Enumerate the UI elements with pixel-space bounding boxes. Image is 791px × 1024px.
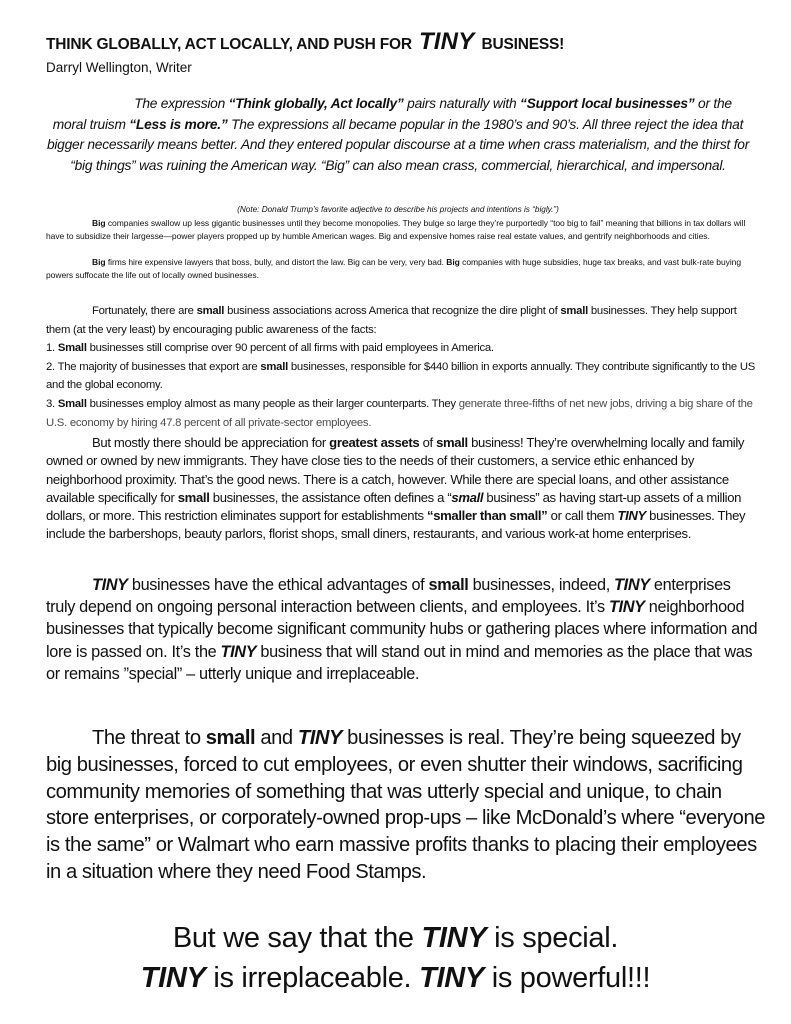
fact-number: 2. xyxy=(46,360,58,373)
bold-italic-run: small xyxy=(451,489,484,505)
bold-run: small xyxy=(436,435,468,450)
greatest-assets-paragraph xyxy=(46,434,758,544)
fact-item-1 xyxy=(46,339,758,358)
bold-run: “Think globally, Act locally” xyxy=(228,96,404,111)
title-prefix: THINK GLOBALLY, ACT LOCALLY, AND PUSH FOR xyxy=(46,36,412,53)
text-run: businesses, responsible for $440 billion in exports annually. They contribute significantly to the US and the global economy. xyxy=(46,360,756,392)
bold-run: small xyxy=(205,727,256,749)
text-run: But mostly there should be appreciation for xyxy=(92,435,330,450)
text-run: and xyxy=(255,727,298,749)
text-run: The majority of businesses that export are xyxy=(57,360,261,373)
fact-item-2 xyxy=(46,358,758,395)
bold-italic-run: TINY xyxy=(614,576,650,594)
closing-statement xyxy=(0,918,791,998)
title-emphasis: TINY xyxy=(418,28,475,55)
fact-number: 3. xyxy=(46,397,58,410)
facts-section xyxy=(46,302,758,432)
bold-italic-run: TINY xyxy=(220,642,257,661)
bold-run: “smaller than small” xyxy=(427,508,548,524)
text-run: The expression xyxy=(134,96,229,111)
text-run: firms hire expensive lawyers that boss, bully, and distort the law. Big can be very, very bad. xyxy=(105,257,447,267)
text-run: businesses. They include the barbershops, beauty parlors, florist shops, small diners, restaurants, and various work-at home enterprises. xyxy=(46,508,746,542)
bold-run: “Support local businesses” xyxy=(520,96,695,111)
text-run: neighborhood businesses that typically become significant community hubs or gathering places where information and lore is passed on. It’s the xyxy=(46,598,758,661)
text-run: businesses employ almost as many people as their larger counterparts. They xyxy=(86,397,459,410)
text-run: is powerful!!! xyxy=(483,962,651,994)
text-run: businesses, indeed, xyxy=(468,576,615,594)
bold-run: greatest assets xyxy=(329,435,420,450)
text-run: Fortunately, there are xyxy=(92,305,197,317)
text-run: business associations across America that recognize the dire plight of xyxy=(224,305,561,317)
text-run: is special. xyxy=(486,922,619,954)
bold-italic-run: TINY xyxy=(421,922,487,954)
text-run: businesses still comprise over 90 percent of all firms with paid employees in America. xyxy=(86,342,494,355)
intro-paragraph xyxy=(46,94,750,176)
fact-item-3 xyxy=(46,395,758,432)
bold-run: small xyxy=(560,305,588,317)
bold-run: small xyxy=(260,360,288,373)
bold-italic-run: TINY xyxy=(140,962,206,994)
bold-italic-run: TINY xyxy=(608,598,645,617)
tiny-businesses-paragraph xyxy=(46,574,758,685)
big-companies-paragraph xyxy=(46,217,756,242)
text-run: businesses, the assistance often defines a “ xyxy=(209,489,452,505)
text-run: The expressions all became popular in the 1980’s and 90’s. All three reject the idea that bigger necessarily means better. And they entered popular discourse at a time when crass materialism, and the thirst for “big things” was ruining the American way. “Big” can also mean crass, commercial, hierarchical, and impersonal. xyxy=(46,116,750,173)
trump-note: (Note: Donald Trump’s favorite adjective to describe his projects and intentions is “bigly.”) xyxy=(237,205,559,214)
text-run: or call them xyxy=(547,508,618,524)
bold-run: Small xyxy=(57,397,87,410)
text-run: of xyxy=(419,435,437,450)
text-run: business” as having start-up assets of a million dollars, or more. This restriction eliminates support for establishments xyxy=(46,489,742,524)
bold-run: Small xyxy=(57,342,87,355)
text-run: business! They’re overwhelming locally and family owned or owned by new immigrants. They have close ties to the needs of their customers, a service ethic enhanced by neighborhood proximity. That’s the good news. There is a catch, however. While there are special loans, and other assistance available specifically for xyxy=(46,435,745,505)
fact-number: 1. xyxy=(46,342,58,355)
text-run: business that will stand out in mind and memories as the place that was or remains ”special” – utterly unique and irreplaceable. xyxy=(46,642,753,683)
text-run: But we say that the xyxy=(172,922,422,954)
bold-run: Big xyxy=(92,257,106,267)
bold-italic-run: TINY xyxy=(617,508,646,524)
closing-line-1 xyxy=(0,918,791,958)
bold-italic-run: TINY xyxy=(92,576,128,594)
bold-run: small xyxy=(177,489,210,505)
text-run: or the moral truism xyxy=(52,96,732,132)
big-firms-paragraph xyxy=(46,256,756,281)
bold-run: Big xyxy=(446,257,460,267)
bold-run: small xyxy=(196,305,225,317)
document-title xyxy=(46,28,564,56)
text-run: companies swallow up less gigantic businesses until they become monopolies. They bulge so large they’re purportedly “too big to fail” meaning that billions in tax dollars will have to subsidize their largesse—power players propped up by humble American wages. Big and expensive homes raise real estate values, and gentrify neighborhoods and cities. xyxy=(46,218,746,241)
text-run: is irreplaceable. xyxy=(205,962,420,994)
text-run: businesses. They help support them (at the very least) by encouraging public awareness of the facts: xyxy=(46,305,737,336)
text-run: businesses have the ethical advantages of xyxy=(127,576,429,594)
title-suffix: BUSINESS! xyxy=(481,36,565,53)
byline: Darryl Wellington, Writer xyxy=(46,60,192,75)
closing-line-2 xyxy=(0,958,791,998)
bold-italic-run: TINY xyxy=(419,962,484,994)
text-run: enterprises truly depend on ongoing personal interaction between clients, and employees. It’s xyxy=(46,576,731,617)
bold-run: small xyxy=(428,576,469,594)
threat-paragraph xyxy=(46,725,766,886)
bold-run: Big xyxy=(92,218,106,228)
bold-italic-run: TINY xyxy=(297,727,342,749)
text-run: The threat to xyxy=(92,727,206,749)
quoted-stat-run: generate three-fifths of net new jobs, driving a big share of the U.S. economy by hiring 47.8 percent of all private-sector employees. xyxy=(46,397,753,429)
facts-intro xyxy=(46,302,758,339)
text-run: businesses is real. They’re being squeezed by big businesses, forced to cut employees, or even shutter their windows, sacrificing community memories of something that was utterly special and unique, to chain store enterprises, or corporately-owned prop-ups – like McDonald’s where “everyone is the same” or Walmart who earn massive profits thanks to placing their employees in a situation where they need Food Stamps. xyxy=(46,727,765,883)
text-run: companies with huge subsidies, huge tax breaks, and vast bulk-rate buying powers suffocate the life out of locally owned businesses. xyxy=(46,257,742,280)
text-run: pairs naturally with xyxy=(403,96,520,111)
bold-run: “Less is more.” xyxy=(129,116,228,132)
